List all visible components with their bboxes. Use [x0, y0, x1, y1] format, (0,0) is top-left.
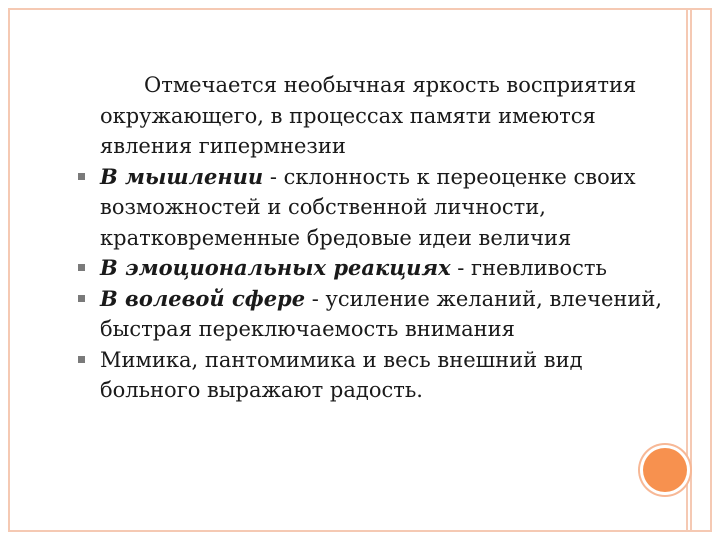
decorative-circle-icon: [643, 448, 687, 492]
slide-content: [78, 70, 678, 406]
list-item: [78, 253, 678, 284]
item-emphasis: В эмоциональных реакциях: [100, 255, 451, 280]
bullet-icon: [78, 295, 85, 302]
list-item: [78, 345, 678, 406]
list-item: [78, 162, 678, 254]
intro-paragraph: Отмечается необычная яркость восприятия окружающего, в процессах памяти имеются явления гипермнезии: [100, 73, 637, 158]
bullet-icon: [78, 356, 85, 363]
bullet-list: [78, 162, 678, 406]
item-text: Мимика, пантомимика и весь внешний вид больного выражают радость.: [100, 347, 583, 402]
item-text: - усиление желаний, влечений, быстрая переключаемость внимания: [100, 286, 663, 341]
item-emphasis: В мышлении: [100, 163, 264, 189]
item-text: - гневливость: [450, 256, 607, 280]
frame-stripe: [690, 8, 692, 532]
item-text: - склонность к переоценке своих возможностей и собственной личности, кратковременные бредовые идеи величия: [100, 164, 636, 250]
item-emphasis: В волевой сфере: [100, 285, 306, 311]
frame-stripe: [686, 8, 688, 532]
bullet-icon: [78, 173, 85, 180]
list-item: [78, 284, 678, 345]
bullet-icon: [78, 264, 85, 271]
